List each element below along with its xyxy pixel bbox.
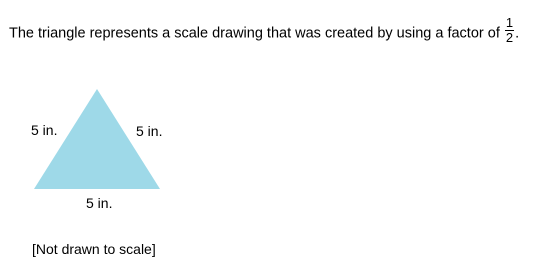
not-to-scale-note: [Not drawn to scale] xyxy=(32,241,156,257)
side-label-bottom: 5 in. xyxy=(86,195,113,211)
fraction-numerator: 1 xyxy=(505,15,514,30)
side-label-right: 5 in. xyxy=(136,123,163,139)
fraction-denominator: 2 xyxy=(505,30,514,45)
question-text-before: The triangle represents a scale drawing that was created by using a factor of xyxy=(9,25,500,42)
question-period: . xyxy=(515,25,520,42)
side-label-left: 5 in. xyxy=(31,122,58,138)
triangle-shape xyxy=(34,89,163,189)
